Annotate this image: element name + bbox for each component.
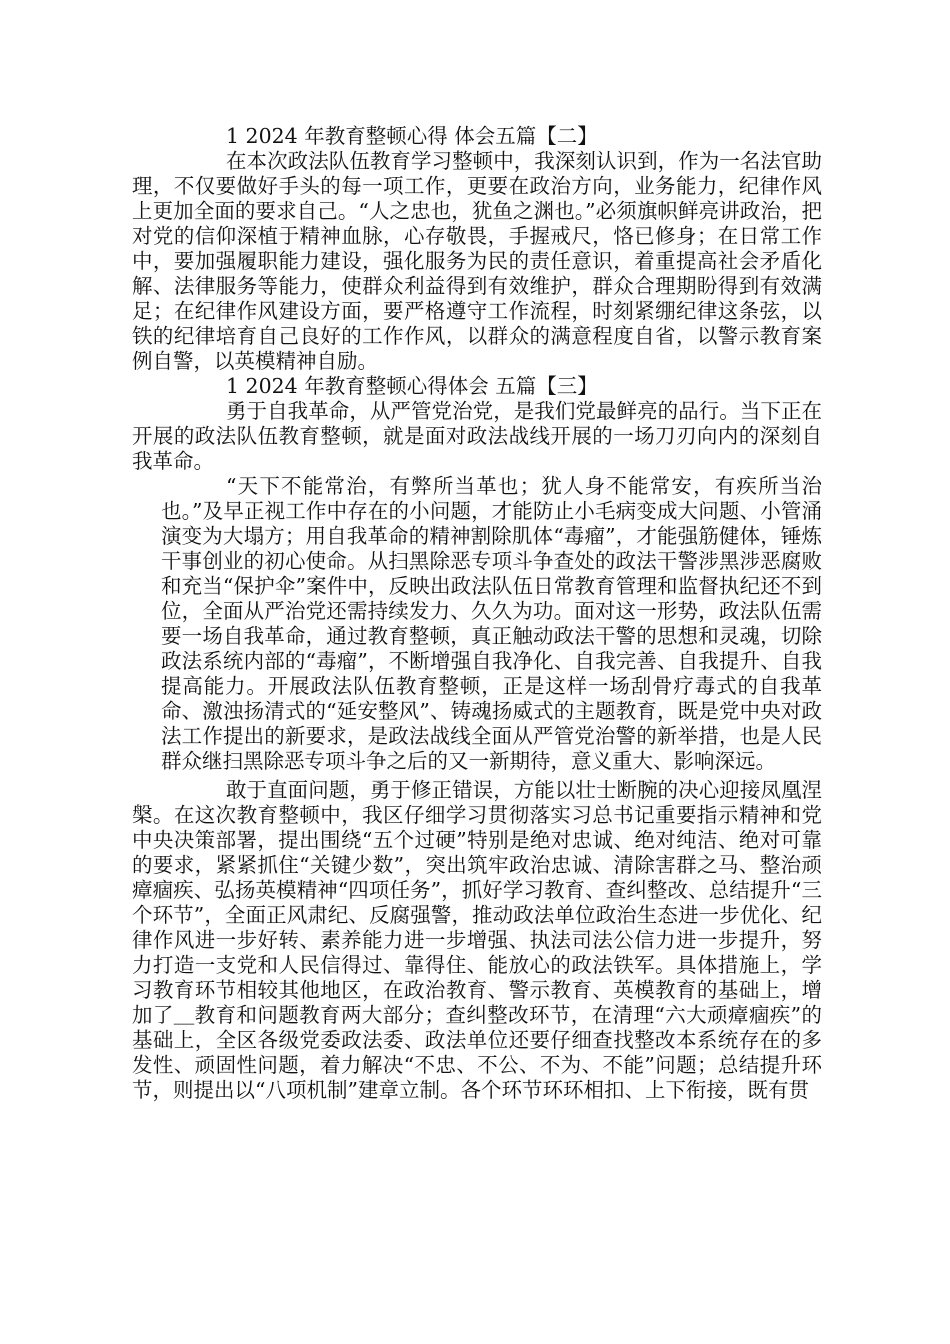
paragraph-section-3-intro: 勇于自我革命，从严管党治党，是我们党最鲜亮的品行。当下正在开展的政法队伍教育整顿，就是面对政法战线开展的一场刀刃向内的深刻自我革命。 xyxy=(132,399,822,473)
section-heading-2: 1 2024 年教育整顿心得 体会五篇【二】 xyxy=(226,124,598,148)
document-body xyxy=(132,124,822,1103)
section-heading-3: 1 2024 年教育整顿心得体会 五篇【三】 xyxy=(226,374,598,398)
paragraph-section-3-measures: 敢于直面问题，勇于修正错误，方能以壮士断腕的决心迎接凤凰涅槃。在这次教育整顿中，我区仔细学习贯彻落实习总书记重要指示精神和党中央决策部署，提出围绕“五个过硬”特别是绝对忠诚、绝对纯洁、绝对可靠的要求，紧紧抓住“关键少数”，突出筑牢政治忠诚、清除害群之马、整治顽瘴痼疾、弘扬英模精神“四项任务”，抓好学习教育、查纠整改、总结提升“三个环节”，全面正风肃纪、反腐强警，推动政法单位政治生态进一步优化、纪律作风进一步好转、素养能力进一步增强、执法司法公信力进一步提升，努力打造一支党和人民信得过、靠得住、能放心的政法铁军。具体措施上，学习教育环节相较其他地区，在政治教育、警示教育、英模教育的基础上，增加了＿教育和问题教育两大部分；查纠整改环节，在清理“六大顽瘴痼疾”的基础上，全区各级党委政法委、政法单位还要仔细查找整改本系统存在的多发性、顽固性问题，着力解决“不忠、不公、不为、不能”问题；总结提升环节，则提出以“八项机制”建章立制。各个环节环环相扣、上下衔接，既有贯 xyxy=(132,778,822,1102)
paragraph-section-2: 在本次政法队伍教育学习整顿中，我深刻认识到，作为一名法官助理，不仅要做好手头的每一项工作，更要在政治方向，业务能力，纪律作风上更加全面的要求自己。“人之忠也，犹鱼之渊也。”必须旗帜鲜亮讲政治，把对党的信仰深植于精神血脉，心存敬畏，手握戒尺，恪已修身；在日常工作中，要加强履职能力建设，强化服务为民的责任意识，着重提高社会矛盾化解、法律服务等能力，使群众利益得到有效维护，群众合理期盼得到有效满足；在纪律作风建设方面，要严格遵守工作流程，时刻紧绷纪律这条弦，以铁的纪律培育自己良好的工作作风，以群众的满意程度自省，以警示教育案例自警，以英模精神自励。 xyxy=(132,149,822,373)
paragraph-section-3-body: “天下不能常治，有弊所当革也；犹人身不能常安，有疾所当治也。”及早正视工作中存在的小问题，才能防止小毛病变成大问题、小管涌演变为大塌方；用自我革命的精神割除肌体“毒瘤”，才能强筋健体，锤炼干事创业的初心使命。从扫黑除恶专项斗争查处的政法干警涉黑涉恶腐败和充当“保护伞”案件中，反映出政法队伍日常教育管理和监督执纪还不到位，全面从严治党还需持续发力、久久为功。面对这一形势，政法队伍需要一场自我革命，通过教育整顿，真正触动政法干警的思想和灵魂，切除政法系统内部的“毒瘤”，不断增强自我净化、自我完善、自我提升、自我提高能力。开展政法队伍教育整顿，正是这样一场刮骨疗毒式的自我革命、激浊扬清式的“延安整风”、铸魂扬威式的主题教育，既是党中央对政法工作提出的新要求，是政法战线全面从严管党治警的新举措，也是人民群众继扫黑除恶专项斗争之后的又一新期待，意义重大、影响深远。 xyxy=(161,474,822,773)
